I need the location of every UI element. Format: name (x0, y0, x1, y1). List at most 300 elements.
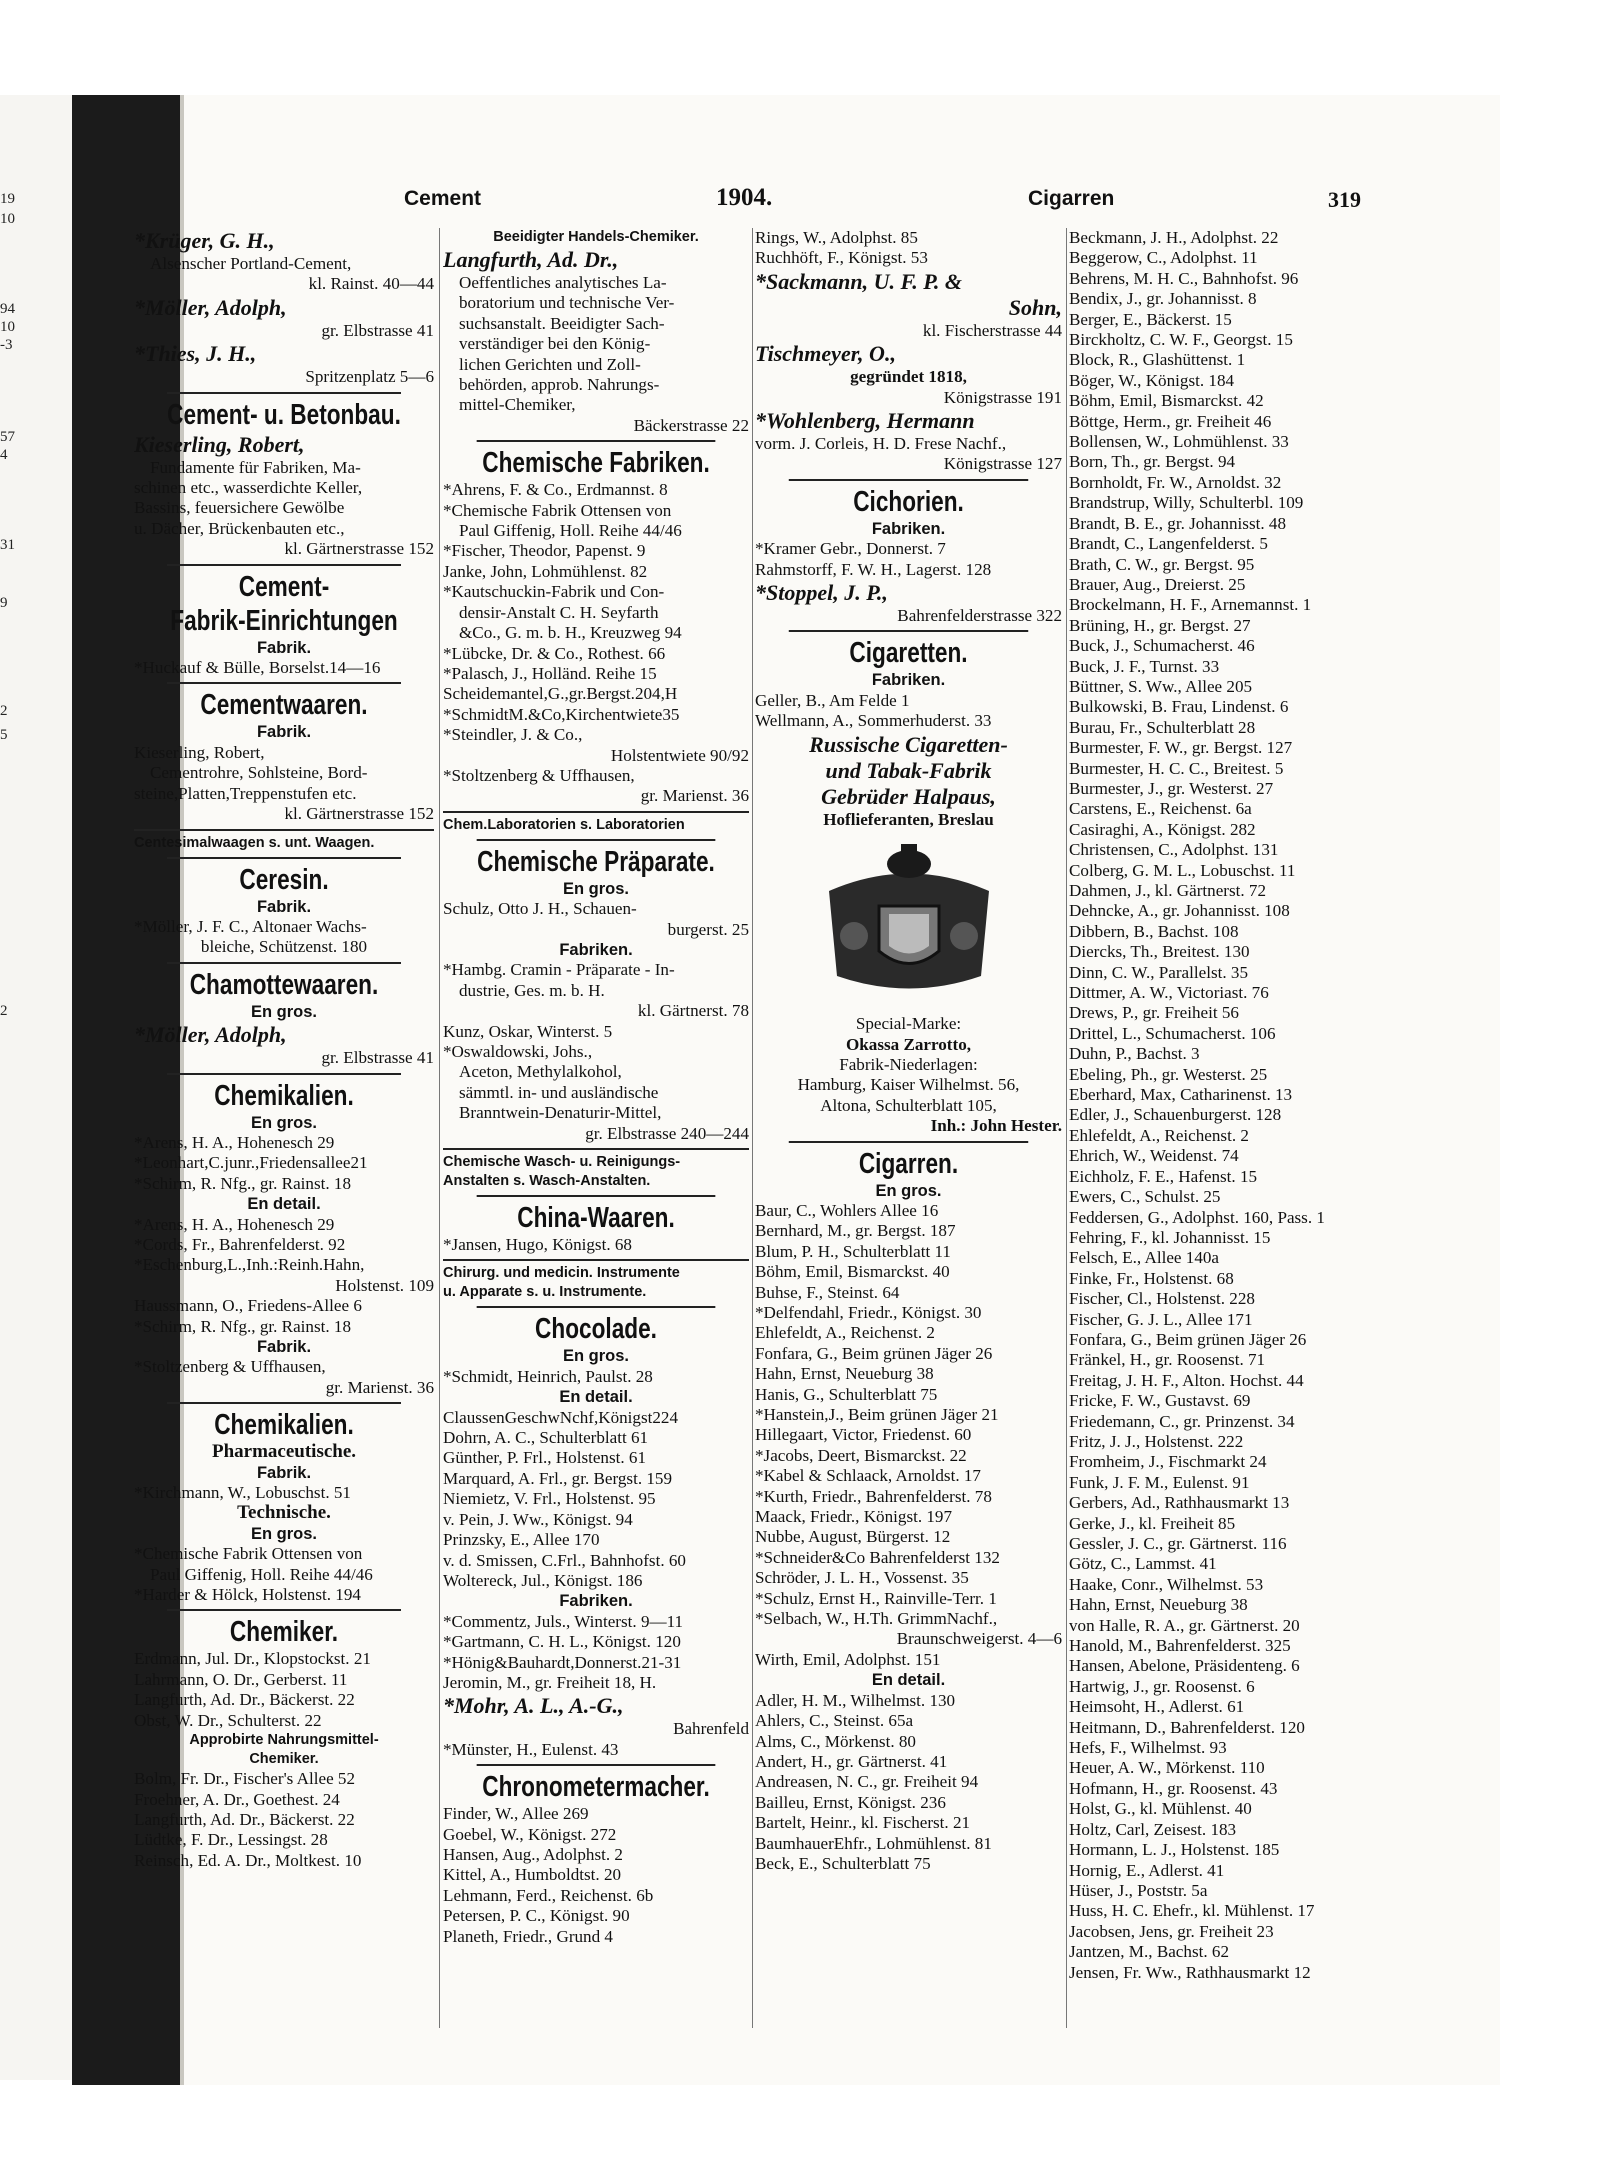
directory-entry: Janke, John, Lohmühlenst. 82 (443, 561, 648, 581)
directory-entry: Böhm, Emil, Bismarckst. 42 (1069, 391, 1264, 411)
directory-entry: Büttner, S. Ww., Allee 205 (1069, 676, 1253, 696)
directory-entry: *Arens, H. A., Hohenesch 29 (134, 1214, 335, 1234)
directory-entry-continuation: dustrie, Ges. m. b. H. (459, 980, 605, 1000)
subsection-label: En gros. (562, 879, 629, 898)
directory-entry: *Chemische Fabrik Ottensen von (134, 1544, 363, 1564)
featured-entry-name: Kieserling, Robert, (134, 431, 305, 457)
featured-entry-name: Tischmeyer, O., (755, 341, 896, 367)
directory-entry: *Stoltzenberg & Uffhausen, (443, 765, 635, 785)
directory-entry: Marquard, A. Frl., gr. Bergst. 159 (443, 1468, 673, 1488)
margin-fragment-number: 19 (0, 191, 15, 207)
directory-entry: Andreasen, N. C., gr. Freiheit 94 (755, 1772, 979, 1792)
royal-crest-icon (809, 836, 1009, 1006)
advertisement-line: Russische Cigaretten- (809, 731, 1008, 757)
directory-entry: Petersen, P. C., Königst. 90 (443, 1906, 630, 1926)
directory-entry: Scheidemantel,G.,gr.Bergst.204,H (443, 684, 678, 704)
column-1 (134, 228, 434, 2028)
directory-entry: *Lübcke, Dr. & Co., Rothest. 66 (443, 643, 666, 663)
section-heading: Chemische Fabriken. (477, 440, 716, 480)
directory-entry: Holst, G., kl. Mühlenst. 40 (1069, 1799, 1252, 1819)
directory-entry: Burmester, J., gr. Westerst. 27 (1069, 778, 1274, 798)
directory-entry: Fischer, G. J. L., Allee 171 (1069, 1309, 1253, 1329)
section-heading: Chemikalien. (167, 1402, 401, 1442)
running-head-left: Cement (404, 187, 482, 210)
entry-address: Spritzenplatz 5—6 (305, 367, 434, 387)
section-heading: Chocolade. (477, 1306, 716, 1346)
directory-entry-continuation: boratorium und technische Ver- (459, 293, 675, 313)
directory-entry: Fehring, F., kl. Johannisst. 15 (1069, 1227, 1271, 1247)
directory-entry: Dohrn, A. C., Schulterblatt 61 (443, 1428, 649, 1448)
running-head-year: 1904. (716, 184, 773, 211)
directory-entry: Beck, E., Schulterblatt 75 (755, 1853, 931, 1873)
directory-entry: Eichholz, F. E., Hafenst. 15 (1069, 1166, 1258, 1186)
directory-entry: Drews, P., gr. Freiheit 56 (1069, 1003, 1239, 1023)
page-number: 319 (1328, 187, 1361, 212)
section-heading: Chamottewaaren. (167, 962, 401, 1002)
section-heading: Cement- (167, 564, 401, 604)
directory-entry: Prinzsky, E., Allee 170 (443, 1530, 600, 1550)
centered-text: Hamburg, Kaiser Wilhelmst. 56, (797, 1075, 1020, 1095)
directory-entry: *Schulz, Ernst H., Rainville-Terr. 1 (755, 1588, 997, 1608)
directory-entry: *Commentz, Juls., Winterst. 9—11 (443, 1611, 684, 1631)
directory-entry: Baur, C., Wohlers Allee 16 (755, 1200, 939, 1220)
directory-entry: Ruchhöft, F., Königst. 53 (755, 248, 928, 268)
column-rule (439, 228, 440, 2028)
directory-entry: Jacobsen, Jens, gr. Freiheit 23 (1069, 1921, 1274, 1941)
directory-entry: Brandt, C., Langenfelderst. 5 (1069, 534, 1268, 554)
directory-entry: *Steindler, J. & Co., (443, 725, 583, 745)
directory-entry: Geller, B., Am Felde 1 (755, 690, 910, 710)
directory-entry: Goebel, W., Königst. 272 (443, 1824, 617, 1844)
directory-entry: Jantzen, M., Bachst. 62 (1069, 1942, 1229, 1962)
directory-entry-continuation: Aceton, Methylalkohol, (459, 1062, 622, 1082)
directory-entry: Alms, C., Mörkenst. 80 (755, 1731, 916, 1751)
directory-entry: Feddersen, G., Adolphst. 160, Pass. 1 (1069, 1207, 1325, 1227)
previous-page-strip (0, 95, 72, 2080)
directory-entry: Günther, P. Frl., Holstenst. 61 (443, 1448, 647, 1468)
directory-entry: Beckmann, J. H., Adolphst. 22 (1069, 228, 1279, 247)
subsection-label: Fabriken. (559, 1592, 633, 1611)
directory-entry: Drittel, L., Schumacherst. 106 (1069, 1023, 1276, 1043)
subsection-label: En gros. (250, 1113, 317, 1132)
directory-entry: Hillegaart, Victor, Friedenst. 60 (755, 1425, 972, 1445)
directory-entry: *Oswaldowski, Johs., (443, 1042, 593, 1061)
entry-address: gr. Marienst. 36 (640, 786, 749, 806)
directory-entry: Jeromin, M., gr. Freiheit 18, H. (443, 1672, 657, 1692)
directory-entry: Colberg, G. M. L., Lobuschst. 11 (1069, 860, 1296, 880)
section-heading: Chemikalien. (167, 1073, 401, 1113)
directory-entry: Schulz, Otto J. H., Schauen- (443, 899, 637, 919)
directory-entry: *Hambg. Cramin - Präparate - In- (443, 960, 675, 980)
directory-entry: *Schneider&Co Bahrenfelderst 132 (755, 1547, 1000, 1567)
directory-entry: Hansen, Abelone, Präsidenteng. 6 (1069, 1656, 1300, 1676)
directory-entry: Felsch, E., Allee 140a (1069, 1248, 1220, 1268)
directory-entry: *Schmidt, Heinrich, Paulst. 28 (443, 1366, 653, 1386)
margin-fragment-number: 2 (0, 703, 8, 719)
margin-fragment-number: 5 (0, 727, 8, 743)
directory-entry: Brandt, B. E., gr. Johannisst. 48 (1069, 513, 1286, 533)
directory-entry: Heuer, A. W., Mörkenst. 110 (1069, 1758, 1265, 1778)
directory-entry: Böger, W., Königst. 184 (1069, 370, 1235, 390)
directory-entry: *Cords, Fr., Bahrenfelderst. 92 (134, 1234, 346, 1254)
directory-entry: Hofmann, H., gr. Roosenst. 43 (1069, 1778, 1278, 1798)
entry-address: kl. Gärtnerstrasse 152 (284, 804, 434, 824)
directory-entry: Ehlefeldt, A., Reichenst. 2 (755, 1323, 935, 1343)
entry-address: Braunschweigerst. 4—6 (896, 1629, 1062, 1649)
directory-entry: ClaussenGeschwNchf,Königst224 (443, 1407, 679, 1427)
subsection-label: En gros. (562, 1347, 629, 1366)
directory-entry: Burmester, F. W., gr. Bergst. 127 (1069, 738, 1293, 758)
directory-entry: Ahlers, C., Steinst. 65a (755, 1711, 914, 1731)
directory-entry: Eberhard, Max, Catharinenst. 13 (1069, 1085, 1293, 1105)
directory-entry: steine,Platten,Treppenstufen etc. (134, 783, 357, 803)
directory-entry: Dibbern, B., Bachst. 108 (1069, 921, 1239, 941)
entry-address: burgerst. 25 (667, 919, 749, 939)
advertisement-line: gegründet 1818, (850, 367, 967, 387)
directory-entry: Dinn, C. W., Parallelst. 35 (1069, 962, 1249, 982)
directory-entry: Bendix, J., gr. Johannisst. 8 (1069, 289, 1257, 309)
directory-entry: Hornig, E., Adlerst. 41 (1069, 1860, 1225, 1880)
directory-entry: Fonfara, G., Beim grünen Jäger 26 (1069, 1329, 1307, 1349)
directory-entry: *Palasch, J., Holländ. Reihe 15 (443, 663, 657, 683)
subsection-label: En gros. (875, 1181, 942, 1200)
column-3 (755, 228, 1062, 2028)
section-heading: Cement- u. Betonbau. (167, 392, 401, 432)
subsection-label: Fabrik. (256, 638, 312, 657)
directory-entry: Lehmann, Ferd., Reichenst. 6b (443, 1885, 654, 1905)
directory-entry: Burau, Fr., Schulterblatt 28 (1069, 717, 1256, 737)
directory-entry: *Kirchmann, W., Lobuschst. 51 (134, 1483, 351, 1503)
entry-address: Holstenst. 109 (335, 1275, 434, 1295)
directory-entry: v. Pein, J. Ww., Königst. 94 (443, 1509, 633, 1529)
directory-entry: Brath, C. W., gr. Bergst. 95 (1069, 554, 1255, 574)
centered-text: Altona, Schulterblatt 105, (820, 1095, 997, 1115)
directory-entry: Burmester, H. C. C., Breitest. 5 (1069, 758, 1284, 778)
directory-entry: Langfurth, Ad. Dr., Bäckerst. 22 (134, 1809, 355, 1829)
featured-entry-name: *Mohr, A. L., A.-G., (443, 1693, 624, 1719)
directory-entry-continuation: Alsenscher Portland-Cement, (150, 254, 352, 273)
column-rule (1066, 228, 1067, 2028)
directory-entry: Ebeling, Ph., gr. Westerst. 25 (1069, 1064, 1268, 1084)
subsection-label: Approbirte Nahrungsmittel- (189, 1732, 379, 1749)
featured-entry-name: *Krüger, G. H., (134, 228, 275, 253)
section-heading: Chemiker. (167, 1609, 401, 1649)
directory-entry-continuation: Oeffentliches analytisches La- (459, 273, 667, 292)
section-heading: Chemische Präparate. (477, 839, 716, 879)
centered-text: bleiche, Schützenst. 180 (200, 937, 368, 957)
column-rule (752, 228, 753, 2028)
entry-address: kl. Rainst. 40—44 (308, 274, 434, 294)
directory-entry-continuation: Paul Giffenig, Holl. Reihe 44/46 (150, 1564, 373, 1584)
featured-entry-name: Sohn, (1008, 294, 1062, 320)
directory-entry-continuation: Cementrohre, Sohlsteine, Bord- (150, 763, 368, 783)
directory-entry: Nubbe, August, Bürgerst. 12 (755, 1527, 951, 1547)
directory-entry: Maack, Friedr., Königst. 197 (755, 1507, 953, 1527)
subsection-label: En detail. (559, 1388, 633, 1407)
subsection-label: Fabrik. (256, 1338, 312, 1356)
directory-entry: Buck, J., Schumacherst. 46 (1069, 636, 1255, 656)
directory-entry: Fritz, J. J., Holstenst. 222 (1069, 1431, 1244, 1451)
directory-entry: Dahmen, J., kl. Gärtnerst. 72 (1069, 881, 1267, 900)
directory-entry: Kittel, A., Humboldtst. 20 (443, 1865, 622, 1885)
section-heading: Cichorien. (789, 479, 1028, 519)
directory-entry: Böttge, Herm., gr. Freiheit 46 (1069, 411, 1272, 431)
directory-entry: schinen etc., wasserdichte Keller, (134, 478, 363, 498)
directory-entry: Fricke, F. W., Gustavst. 69 (1069, 1391, 1251, 1411)
section-heading: Fabrik-Einrichtungen (170, 604, 398, 637)
directory-entry: Friedemann, C., gr. Prinzenst. 34 (1069, 1411, 1295, 1431)
directory-entry: Ehrich, W., Weidenst. 74 (1069, 1146, 1239, 1166)
directory-entry: *Selbach, W., H.Th. GrimmNachf., (755, 1609, 998, 1629)
margin-fragment-number: 10 (0, 319, 15, 335)
directory-entry: Froehner, A. Dr., Goethest. 24 (134, 1789, 340, 1809)
directory-entry: Rahmstorff, F. W. H., Lagerst. 128 (755, 559, 992, 579)
centered-text: Fabrik-Niederlagen: (839, 1054, 978, 1074)
directory-entry-continuation: Branntwein-Denaturir-Mittel, (459, 1103, 662, 1123)
margin-fragment-number: 9 (0, 595, 8, 611)
directory-entry: Fromheim, J., Fischmarkt 24 (1069, 1452, 1267, 1472)
subsection-label: Fabriken. (871, 519, 946, 538)
directory-entry: Lahrmann, O. Dr., Gerberst. 11 (134, 1669, 348, 1689)
subsection-label: Beeidigter Handels-Chemiker. (493, 229, 699, 245)
entry-address: gr. Elbstrasse 240—244 (585, 1123, 749, 1143)
directory-entry: Finder, W., Allee 269 (443, 1804, 589, 1824)
directory-entry: Haake, Conr., Wilhelmst. 53 (1069, 1574, 1264, 1594)
directory-entry: Hahn, Ernst, Neueburg 38 (1069, 1595, 1248, 1615)
directory-entry: Rings, W., Adolphst. 85 (755, 228, 918, 247)
section-heading: Cigaretten. (789, 630, 1028, 670)
directory-entry: Wellmann, A., Sommerhuderst. 33 (755, 711, 992, 731)
featured-entry-name: *Stoppel, J. P., (755, 580, 888, 606)
featured-entry-name: Langfurth, Ad. Dr., (443, 247, 619, 272)
subsection-label: Pharmaceutische. (211, 1441, 357, 1463)
directory-entry: *Fischer, Theodor, Papenst. 9 (443, 541, 646, 561)
entry-address: kl. Fischerstrasse 44 (922, 320, 1062, 340)
centered-text: Special-Marke: (855, 1014, 962, 1034)
directory-entry: *Gartmann, C. H. L., Königst. 120 (443, 1632, 681, 1652)
directory-entry: Born, Th., gr. Bergst. 94 (1069, 452, 1236, 472)
directory-entry: Behrens, M. H. C., Bahnhofst. 96 (1069, 268, 1299, 288)
directory-entry: Böhm, Emil, Bismarckst. 40 (755, 1262, 950, 1282)
directory-entry: Hüser, J., Poststr. 5a (1069, 1880, 1208, 1900)
directory-entry: Heimsoht, H., Adlerst. 61 (1069, 1697, 1245, 1717)
margin-fragment-number: 2 (0, 1003, 8, 1019)
directory-entry: *Hanstein,J., Beim grünen Jäger 21 (755, 1405, 999, 1424)
column-4 (1069, 228, 1374, 2028)
section-heading: Cigarren. (789, 1141, 1028, 1181)
directory-entry: Funk, J. F. M., Eulenst. 91 (1069, 1472, 1250, 1492)
directory-entry: Jensen, Fr. Ww., Rathhausmarkt 12 (1069, 1962, 1311, 1982)
directory-entry: Finke, Fr., Holstenst. 68 (1069, 1268, 1234, 1288)
directory-entry: Wirth, Emil, Adolphst. 151 (755, 1649, 941, 1669)
directory-entry: v. d. Smissen, C.Frl., Bahnhofst. 60 (443, 1550, 686, 1570)
subsection-label: Technische. (237, 1502, 331, 1524)
advertisement-line: Inh.: John Hester. (930, 1116, 1062, 1136)
directory-entry: Bailleu, Ernst, Königst. 236 (755, 1792, 946, 1812)
directory-entry: *Kautschuckin-Fabrik und Con- (443, 582, 665, 602)
directory-entry: Diercks, Th., Breitest. 130 (1069, 942, 1250, 962)
directory-entry: Gessler, J. C., gr. Gärtnerst. 116 (1069, 1534, 1287, 1553)
directory-entry-continuation: &Co., G. m. b. H., Kreuzweg 94 (459, 623, 682, 643)
directory-entry: Erdmann, Jul. Dr., Klopstockst. 21 (134, 1649, 371, 1669)
cross-reference: u. Apparate s. u. Instrumente. (443, 1284, 647, 1301)
subsection-label: Chemiker. (249, 1751, 319, 1768)
directory-entry: Brandstrup, Willy, Schulterbl. 109 (1069, 493, 1304, 513)
advertisement-line: Gebrüder Halpaus, (821, 783, 996, 809)
directory-entry: Casiraghi, A., Königst. 282 (1069, 819, 1256, 839)
advertisement-line: Okassa Zarrotto, (845, 1034, 972, 1054)
column-2 (443, 228, 749, 2028)
subsection-label: Fabrik. (256, 1463, 312, 1482)
featured-entry-name: *Thies, J. H., (134, 341, 257, 367)
directory-entry: *Arens, H. A., Hohenesch 29 (134, 1132, 335, 1152)
directory-entry: *Schirm, R. Nfg., gr. Rainst. 18 (134, 1173, 351, 1193)
directory-entry-continuation: verständiger bei den König- (459, 334, 651, 354)
directory-entry: *Schirm, R. Nfg., gr. Rainst. 18 (134, 1316, 351, 1336)
directory-entry: Buck, J. F., Turnst. 33 (1069, 656, 1220, 676)
directory-entry: Edler, J., Schauenburgerst. 128 (1069, 1105, 1282, 1125)
directory-entry: Dehncke, A., gr. Johannisst. 108 (1069, 901, 1290, 921)
margin-fragment-number: 4 (0, 447, 8, 463)
directory-entry: Ehlefeldt, A., Reichenst. 2 (1069, 1125, 1249, 1145)
directory-entry: *Hönig&Bauhardt,Donnerst.21-31 (443, 1652, 682, 1672)
directory-entry: *Chemische Fabrik Ottensen von (443, 500, 672, 520)
directory-entry: Hanis, G., Schulterblatt 75 (755, 1384, 938, 1404)
directory-entry: von Halle, R. A., gr. Gärtnerst. 20 (1069, 1615, 1300, 1635)
directory-entry: *Münster, H., Eulenst. 43 (443, 1739, 619, 1759)
directory-entry: Gerke, J., kl. Freiheit 85 (1069, 1513, 1236, 1533)
directory-entry: Dittmer, A. W., Victoriast. 76 (1069, 983, 1269, 1003)
directory-entry: Lüdtke, F. Dr., Lessingst. 28 (134, 1830, 328, 1850)
featured-entry-name: *Möller, Adolph, (134, 1022, 287, 1048)
margin-fragment-number: 94 (0, 301, 15, 317)
directory-entry: Bollensen, W., Lohmühlenst. 33 (1069, 432, 1289, 452)
featured-entry-name: *Wohlenberg, Hermann (755, 408, 975, 434)
directory-entry: Brockelmann, H. F., Arnemannst. 1 (1069, 595, 1312, 615)
directory-entry: Hartwig, J., gr. Roosenst. 6 (1069, 1676, 1255, 1696)
running-head-right: Cigarren (1028, 187, 1115, 210)
directory-entry: Kieserling, Robert, (134, 742, 265, 762)
cross-reference: Chem.Laboratorien s. Laboratorien (443, 811, 749, 835)
directory-entry: Beggerow, C., Adolphst. 11 (1069, 248, 1258, 268)
entry-address: gr. Marienst. 36 (325, 1377, 434, 1397)
directory-entry: Fonfara, G., Beim grünen Jäger 26 (755, 1343, 993, 1363)
entry-address: gr. Elbstrasse 41 (321, 1048, 434, 1068)
directory-entry-continuation: behörden, approb. Nahrungs- (459, 375, 660, 395)
directory-entry: Planeth, Friedr., Grund 4 (443, 1926, 613, 1946)
directory-entry-continuation: densir-Anstalt C. H. Seyfarth (459, 602, 659, 622)
section-heading: Ceresin. (167, 857, 401, 897)
directory-entry: Adler, H. M., Wilhelmst. 130 (755, 1690, 956, 1710)
directory-entry: Brüning, H., gr. Bergst. 27 (1069, 615, 1251, 635)
entry-address: gr. Elbstrasse 41 (321, 320, 434, 340)
directory-entry: BaumhauerEhfr., Lohmühlenst. 81 (755, 1833, 992, 1853)
subsection-label: En gros. (250, 1524, 317, 1543)
directory-entry-continuation: Fundamente für Fabriken, Ma- (150, 457, 361, 477)
directory-entry: Reinsch, Ed. A. Dr., Moltkest. 10 (134, 1850, 362, 1870)
directory-entry: *Stoltzenberg & Uffhausen, (134, 1357, 326, 1377)
directory-entry: Gerbers, Ad., Rathhausmarkt 13 (1069, 1493, 1290, 1513)
featured-entry-name: *Sackmann, U. F. P. & (755, 268, 963, 294)
subsection-label: En detail. (871, 1671, 946, 1690)
advertisement-line: Hoflieferanten, Breslau (823, 809, 994, 829)
directory-entry-continuation: lichen Gerichten und Zoll- (459, 354, 641, 374)
directory-entry: *SchmidtM.&Co,Kirchentwiete35 (443, 704, 680, 724)
directory-entry: *Jacobs, Deert, Bismarckst. 22 (755, 1445, 967, 1465)
margin-fragment-number: 31 (0, 537, 15, 553)
directory-entry: Langfurth, Ad. Dr., Bäckerst. 22 (134, 1690, 355, 1710)
directory-entry: Bulkowski, B. Frau, Lindenst. 6 (1069, 697, 1289, 717)
directory-entry: *Delfendahl, Friedr., Königst. 30 (755, 1302, 982, 1322)
directory-entry: Bolm, Fr. Dr., Fischer's Allee 52 (134, 1769, 356, 1789)
directory-entry: *Möller, J. F. C., Altonaer Wachs- (134, 916, 367, 936)
directory-entry: *Jansen, Hugo, Königst. 68 (443, 1235, 632, 1255)
cross-reference: Chemische Wasch- u. Reinigungs- (443, 1148, 749, 1172)
entry-address: Königstrasse 127 (943, 454, 1062, 474)
featured-entry-name: *Möller, Adolph, (134, 294, 287, 320)
directory-entry: Woltereck, Jul., Königst. 186 (443, 1570, 643, 1590)
directory-entry: Ewers, C., Schulst. 25 (1069, 1187, 1221, 1207)
margin-fragment-number: -3 (0, 337, 13, 353)
directory-entry-continuation: mittel-Chemiker, (459, 395, 576, 415)
advertisement-line: und Tabak-Fabrik (825, 757, 992, 783)
directory-entry: *Kabel & Schlaack, Arnoldst. 17 (755, 1466, 981, 1486)
subsection-label: En detail. (247, 1195, 321, 1214)
directory-entry: *Harder & Hölck, Holstenst. 194 (134, 1585, 361, 1605)
entry-address: Königstrasse 191 (943, 387, 1062, 407)
directory-entry: *Leonhart,C.junr.,Friedensallee21 (134, 1153, 368, 1173)
directory-entry: Blum, P. H., Schulterblatt 11 (755, 1241, 951, 1261)
directory-entry: Bassins, feuersichere Gewölbe (134, 498, 345, 518)
directory-entry: Bornholdt, Fr. W., Arnoldst. 32 (1069, 472, 1282, 492)
directory-entry: Götz, C., Lammst. 41 (1069, 1554, 1217, 1574)
directory-entry: Obst, W. Dr., Schulterst. 22 (134, 1710, 322, 1730)
directory-entry-continuation: suchsanstalt. Beeidigter Sach- (459, 313, 665, 333)
entry-address: kl. Gärtnerst. 78 (637, 1001, 749, 1021)
directory-entry: Holtz, Carl, Zeisest. 183 (1069, 1819, 1237, 1839)
directory-entry: Hanold, M., Bahrenfelderst. 325 (1069, 1636, 1291, 1656)
subsection-label: En gros. (250, 1002, 317, 1021)
directory-entry: Freitag, J. H. F., Alton. Hochst. 44 (1069, 1370, 1304, 1390)
directory-entry: *Ahrens, F. & Co., Erdmannst. 8 (443, 480, 668, 500)
directory-entry: *Eschenburg,L.,Inh.:Reinh.Hahn, (134, 1255, 365, 1275)
directory-entry: Bernhard, M., gr. Bergst. 187 (755, 1221, 956, 1241)
cross-reference: Centesimalwaagen s. unt. Waagen. (134, 829, 434, 853)
directory-entry: Fränkel, H., gr. Roosenst. 71 (1069, 1350, 1266, 1370)
cross-reference: Chirurg. und medicin. Instrumente (443, 1259, 749, 1283)
section-heading: Chronometermacher. (477, 1764, 716, 1804)
directory-entry: Bartelt, Heinr., kl. Fischerst. 21 (755, 1813, 971, 1833)
directory-entry: *Kramer Gebr., Donnerst. 7 (755, 539, 946, 559)
directory-entry: u. Dächer, Brückenbauten etc., (134, 518, 345, 538)
section-heading: Cementwaaren. (167, 682, 401, 722)
directory-entry-continuation: Paul Giffenig, Holl. Reihe 44/46 (459, 521, 682, 541)
entry-address: Bahrenfelderstrasse 322 (897, 606, 1062, 626)
directory-entry: Schröder, J. L. H., Vossenst. 35 (755, 1568, 969, 1588)
directory-entry: Buhse, F., Steinst. 64 (755, 1282, 900, 1302)
directory-entry: Andert, H., gr. Gärtnerst. 41 (755, 1751, 948, 1771)
directory-entry: Berger, E., Bäckerst. 15 (1069, 309, 1232, 329)
directory-entry: vorm. J. Corleis, H. D. Frese Nachf., (755, 434, 1007, 454)
directory-entry: Block, R., Glashüttenst. 1 (1069, 350, 1246, 370)
entry-address: kl. Gärtnerstrasse 152 (284, 539, 434, 559)
directory-entry: *Kurth, Friedr., Bahrenfelderst. 78 (755, 1486, 992, 1506)
directory-entry: Heitmann, D., Bahrenfelderst. 120 (1069, 1717, 1305, 1737)
subsection-label: Fabriken. (871, 671, 946, 690)
directory-entry-continuation: sämmtl. in- und ausländische (459, 1082, 659, 1102)
directory-entry: Huss, H. C. Ehefr., kl. Mühlenst. 17 (1069, 1901, 1315, 1921)
directory-entry: Niemietz, V. Frl., Holstenst. 95 (443, 1489, 656, 1509)
